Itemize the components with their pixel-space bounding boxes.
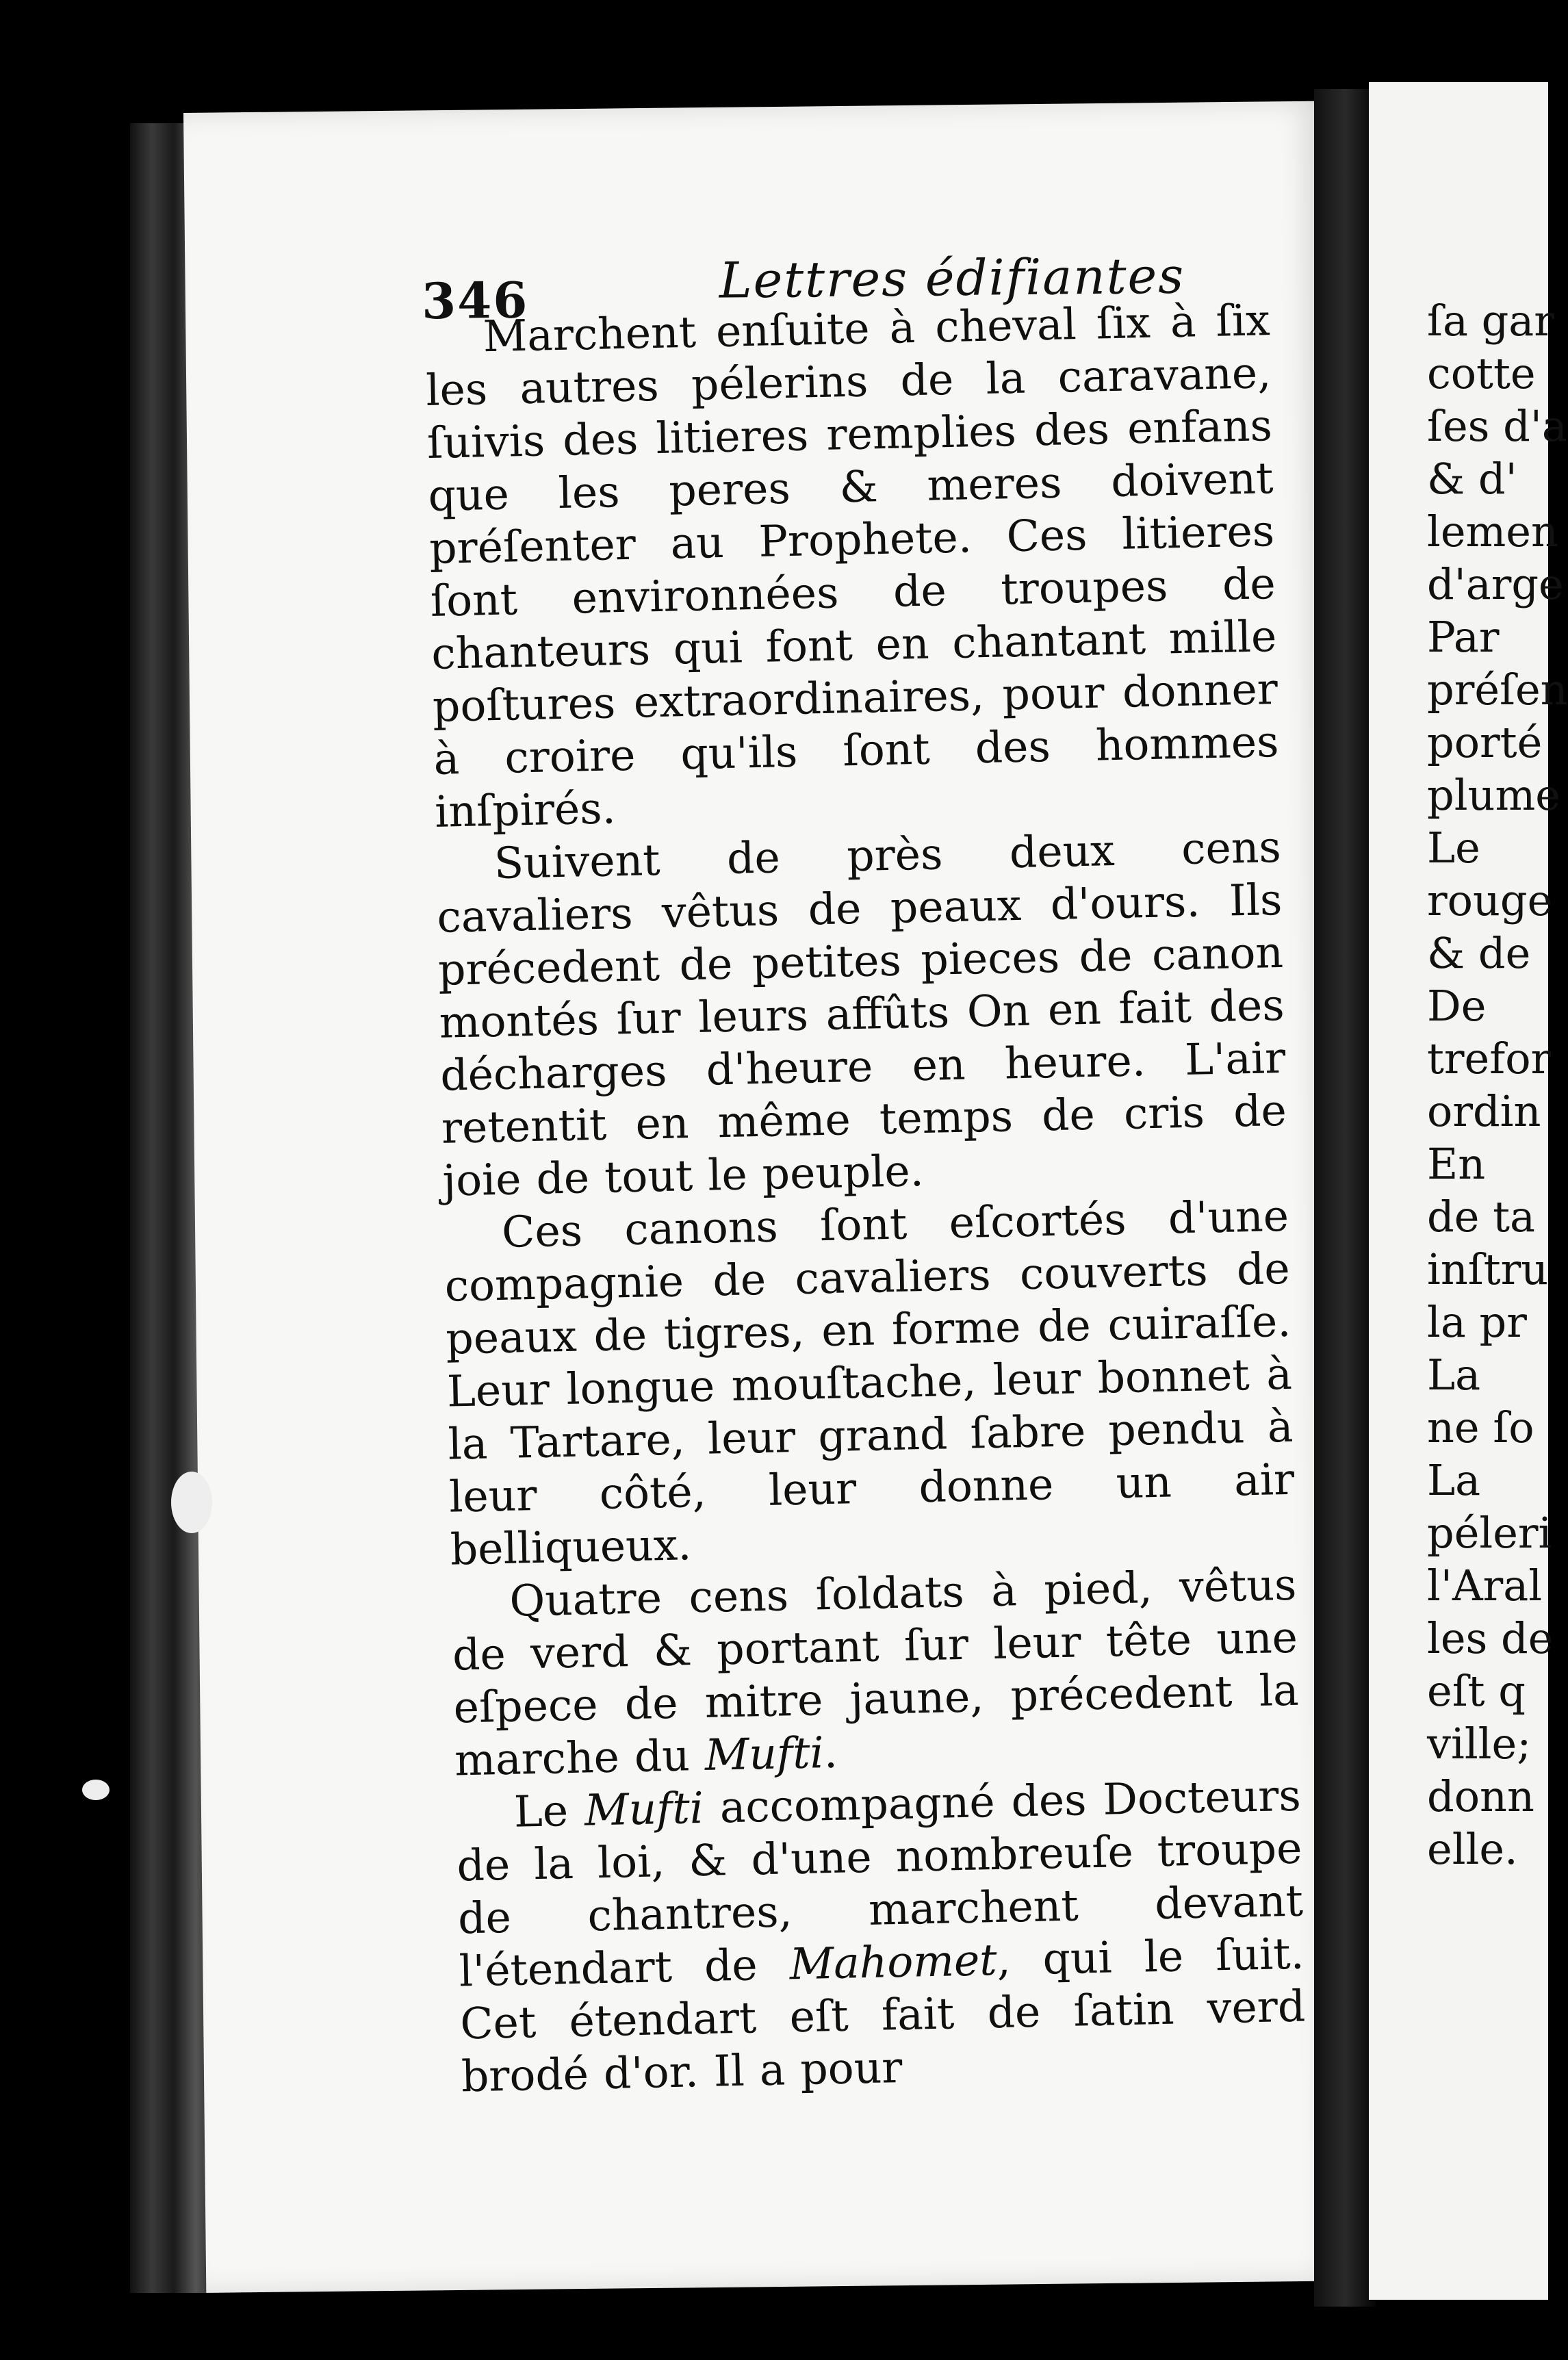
facing-page-line: porté: [1427, 717, 1543, 767]
facing-page-text: [1427, 294, 1568, 1875]
facing-page-line: inſtru: [1427, 1244, 1549, 1294]
paragraph: [455, 1769, 1307, 2103]
paragraph: [424, 294, 1281, 838]
facing-page-line: trefor: [1427, 1034, 1552, 1083]
facing-page-line: péleri: [1427, 1508, 1552, 1558]
facing-page-line: De: [1427, 981, 1487, 1031]
facing-page-line: En: [1427, 1139, 1486, 1189]
text-run: Quatre cens ſoldats à pied, vêtus de verd & portant ſur leur tête une eſpece de mitre jaune, précedent la marche du: [452, 1559, 1300, 1786]
facing-page-line: les de: [1427, 1613, 1554, 1663]
text-run: , qui le ſuit. Cet étendart eſt fait de ſatin verd brodé d'or. Il a pour: [459, 1928, 1306, 2102]
italic-run: Mahomet: [788, 1935, 998, 1990]
facing-page-line: lemen: [1427, 506, 1558, 556]
facing-page-line: elle.: [1427, 1824, 1518, 1874]
facing-page-line: cotte: [1427, 348, 1536, 398]
facing-page-line: & d': [1427, 454, 1517, 504]
facing-page-line: ſa gar: [1427, 296, 1554, 346]
facing-page-line: Le: [1427, 823, 1480, 873]
facing-page-line: plume: [1427, 770, 1560, 820]
text-run: Marchent enſuite à cheval ſix à ſix les autres pélerins de la caravane, ſuivis des litieres remplies des enfans que les peres & meres doivent préſenter au Prophete. Ces litieres ſont environnées de troupes de chanteurs qui font en chantant mille poſtures extraordinaires, pour donner à croire qu'ils ſont des hommes inſpirés.: [425, 295, 1280, 837]
facing-page-line: de ta: [1427, 1192, 1535, 1242]
facing-page-line: donn: [1427, 1771, 1534, 1821]
facing-page-line: préſen: [1427, 665, 1568, 715]
paragraph: [443, 1190, 1296, 1576]
facing-page-line: d'arge: [1427, 559, 1564, 609]
facing-page-line: rouge: [1427, 875, 1553, 925]
facing-page-line: La: [1427, 1350, 1481, 1400]
facing-page-line: ſes d'a: [1427, 401, 1567, 451]
running-title: Lettres édifiantes: [719, 246, 1185, 309]
facing-page-line: ne ſo: [1427, 1402, 1534, 1452]
text-run: Ces canons ſont eſcortés d'une compagnie de cavaliers couverts de peaux de tigres, en forme de cuiraſſe. Leur longue mouſtache, leur bonnet à la Tartare, leur grand ſabre pendu à leur côté, leur donne un air belliqueux.: [444, 1190, 1295, 1575]
paragraph: [451, 1559, 1300, 1787]
italic-run: Mufti: [704, 1728, 825, 1780]
text-run: accompagné des Docteurs de la loi, & d'une nombreuſe troupe de chantres, marchent devant l'étendart de: [456, 1770, 1304, 1997]
facing-page-line: & de: [1427, 928, 1531, 978]
facing-page-line: ville;: [1427, 1719, 1532, 1769]
facing-page-line: l'Aral: [1427, 1561, 1543, 1611]
text-run: Le: [513, 1785, 585, 1837]
page-number: 346: [421, 270, 529, 331]
body-text: [424, 294, 1307, 2103]
italic-run: Mufti: [584, 1782, 704, 1836]
facing-page-line: la pr: [1427, 1297, 1527, 1347]
book-gutter: [1314, 89, 1376, 2307]
facing-page-line: eſt q: [1427, 1666, 1526, 1716]
text-run: .: [823, 1727, 838, 1778]
facing-page-line: La: [1427, 1455, 1481, 1505]
facing-page-line: Par: [1427, 612, 1500, 662]
paper-speck: [82, 1780, 110, 1800]
text-run: Suivent de près deux cens cavaliers vêtus de peaux d'ours. Ils précedent de petites pieces de canon montés ſur leurs affûts On en fait des décharges d'heure en heure. L'air retentit en même temps de cris de joie de tout le peuple.: [436, 821, 1287, 1206]
paragraph: [435, 821, 1288, 1207]
facing-page-line: ordin: [1427, 1086, 1541, 1136]
paper-speck: [171, 1472, 212, 1533]
